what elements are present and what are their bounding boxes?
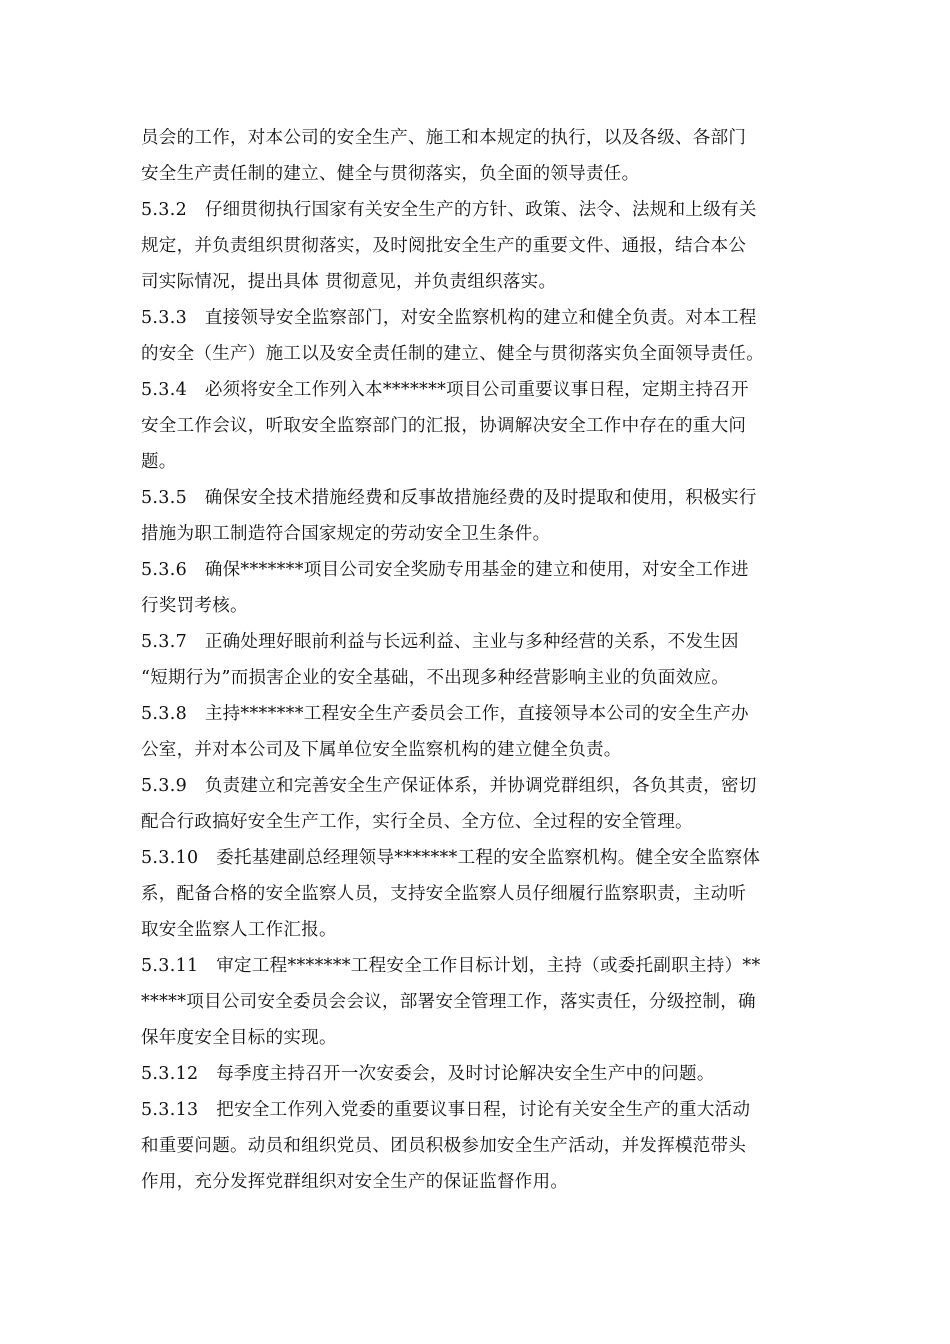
text-line: 5.3.3 直接领导安全监察部门，对安全监察机构的建立和健全负责。对本工程 [141,308,757,328]
text-line: *****项目公司安全委员会会议，部署安全管理工作，落实责任，分级控制，确 [141,992,756,1012]
text-line: 题。 [141,452,177,472]
text-line: 措施为职工制造符合国家规定的劳动安全卫生条件。 [141,524,551,544]
text-line: “短期行为”而损害企业的安全基础，不出现多种经营影响主业的负面效应。 [141,668,730,688]
text-line: 安全工作会议，听取安全监察部门的汇报，协调解决安全工作中存在的重大问 [141,416,747,436]
text-line: 司实际情况，提出具体 贯彻意见，并负责组织落实。 [141,272,557,292]
text-line: 5.3.9 负责建立和完善安全生产保证体系，并协调党群组织，各负其责，密切 [141,776,757,796]
text-line: 5.3.4 必须将安全工作列入本*******项目公司重要议事日程，定期主持召开 [141,380,749,400]
text-line: 5.3.12 每季度主持召开一次安委会，及时讨论解决安全生产中的问题。 [141,1064,715,1084]
text-line: 公室，并对本公司及下属单位安全监察机构的建立健全负责。 [141,740,622,760]
text-line: 5.3.5 确保安全技术措施经费和反事故措施经费的及时提取和使用，积极实行 [141,488,757,508]
text-line: 5.3.11 审定工程*******工程安全工作目标计划，主持（或委托副职主持）** [141,956,761,976]
text-line: 5.3.7 正确处理好眼前利益与长远利益、主业与多种经营的关系，不发生因 [141,632,739,652]
text-line: 5.3.8 主持*******工程安全生产委员会工作，直接领导本公司的安全生产办 [141,704,749,724]
text-line: 5.3.6 确保*******项目公司安全奖励专用基金的建立和使用，对安全工作进 [141,560,749,580]
text-line: 保年度安全目标的实现。 [141,1028,337,1048]
text-line: 配合行政搞好安全生产工作，实行全员、全方位、全过程的安全管理。 [141,812,693,832]
text-line: 行奖罚考核。 [141,596,248,616]
text-line: 作用，充分发挥党群组织对安全生产的保证监督作用。 [141,1172,569,1192]
text-line: 5.3.2 仔细贯彻执行国家有关安全生产的方针、政策、法令、法规和上级有关 [141,200,757,220]
text-line: 取安全监察人工作汇报。 [141,920,337,940]
text-line: 规定，并负责组织贯彻落实，及时阅批安全生产的重要文件、通报，结合本公 [141,236,747,256]
text-line: 5.3.13 把安全工作列入党委的重要议事日程，讨论有关安全生产的重大活动 [141,1100,751,1120]
text-line: 的安全（生产）施工以及安全责任制的建立、健全与贯彻落实负全面领导责任。 [141,344,764,364]
text-line: 和重要问题。动员和组织党员、团员积极参加安全生产活动，并发挥模范带头 [141,1136,747,1156]
text-line: 员会的工作，对本公司的安全生产、施工和本规定的执行，以及各级、各部门 [141,128,747,148]
text-line: 5.3.10 委托基建副总经理领导*******工程的安全监察机构。健全安全监察体 [141,848,761,868]
document-body [141,120,809,1200]
text-line: 安全生产责任制的建立、健全与贯彻落实，负全面的领导责任。 [141,164,640,184]
text-line: 系，配备合格的安全监察人员，支持安全监察人员仔细履行监察职责，主动听 [141,884,747,904]
